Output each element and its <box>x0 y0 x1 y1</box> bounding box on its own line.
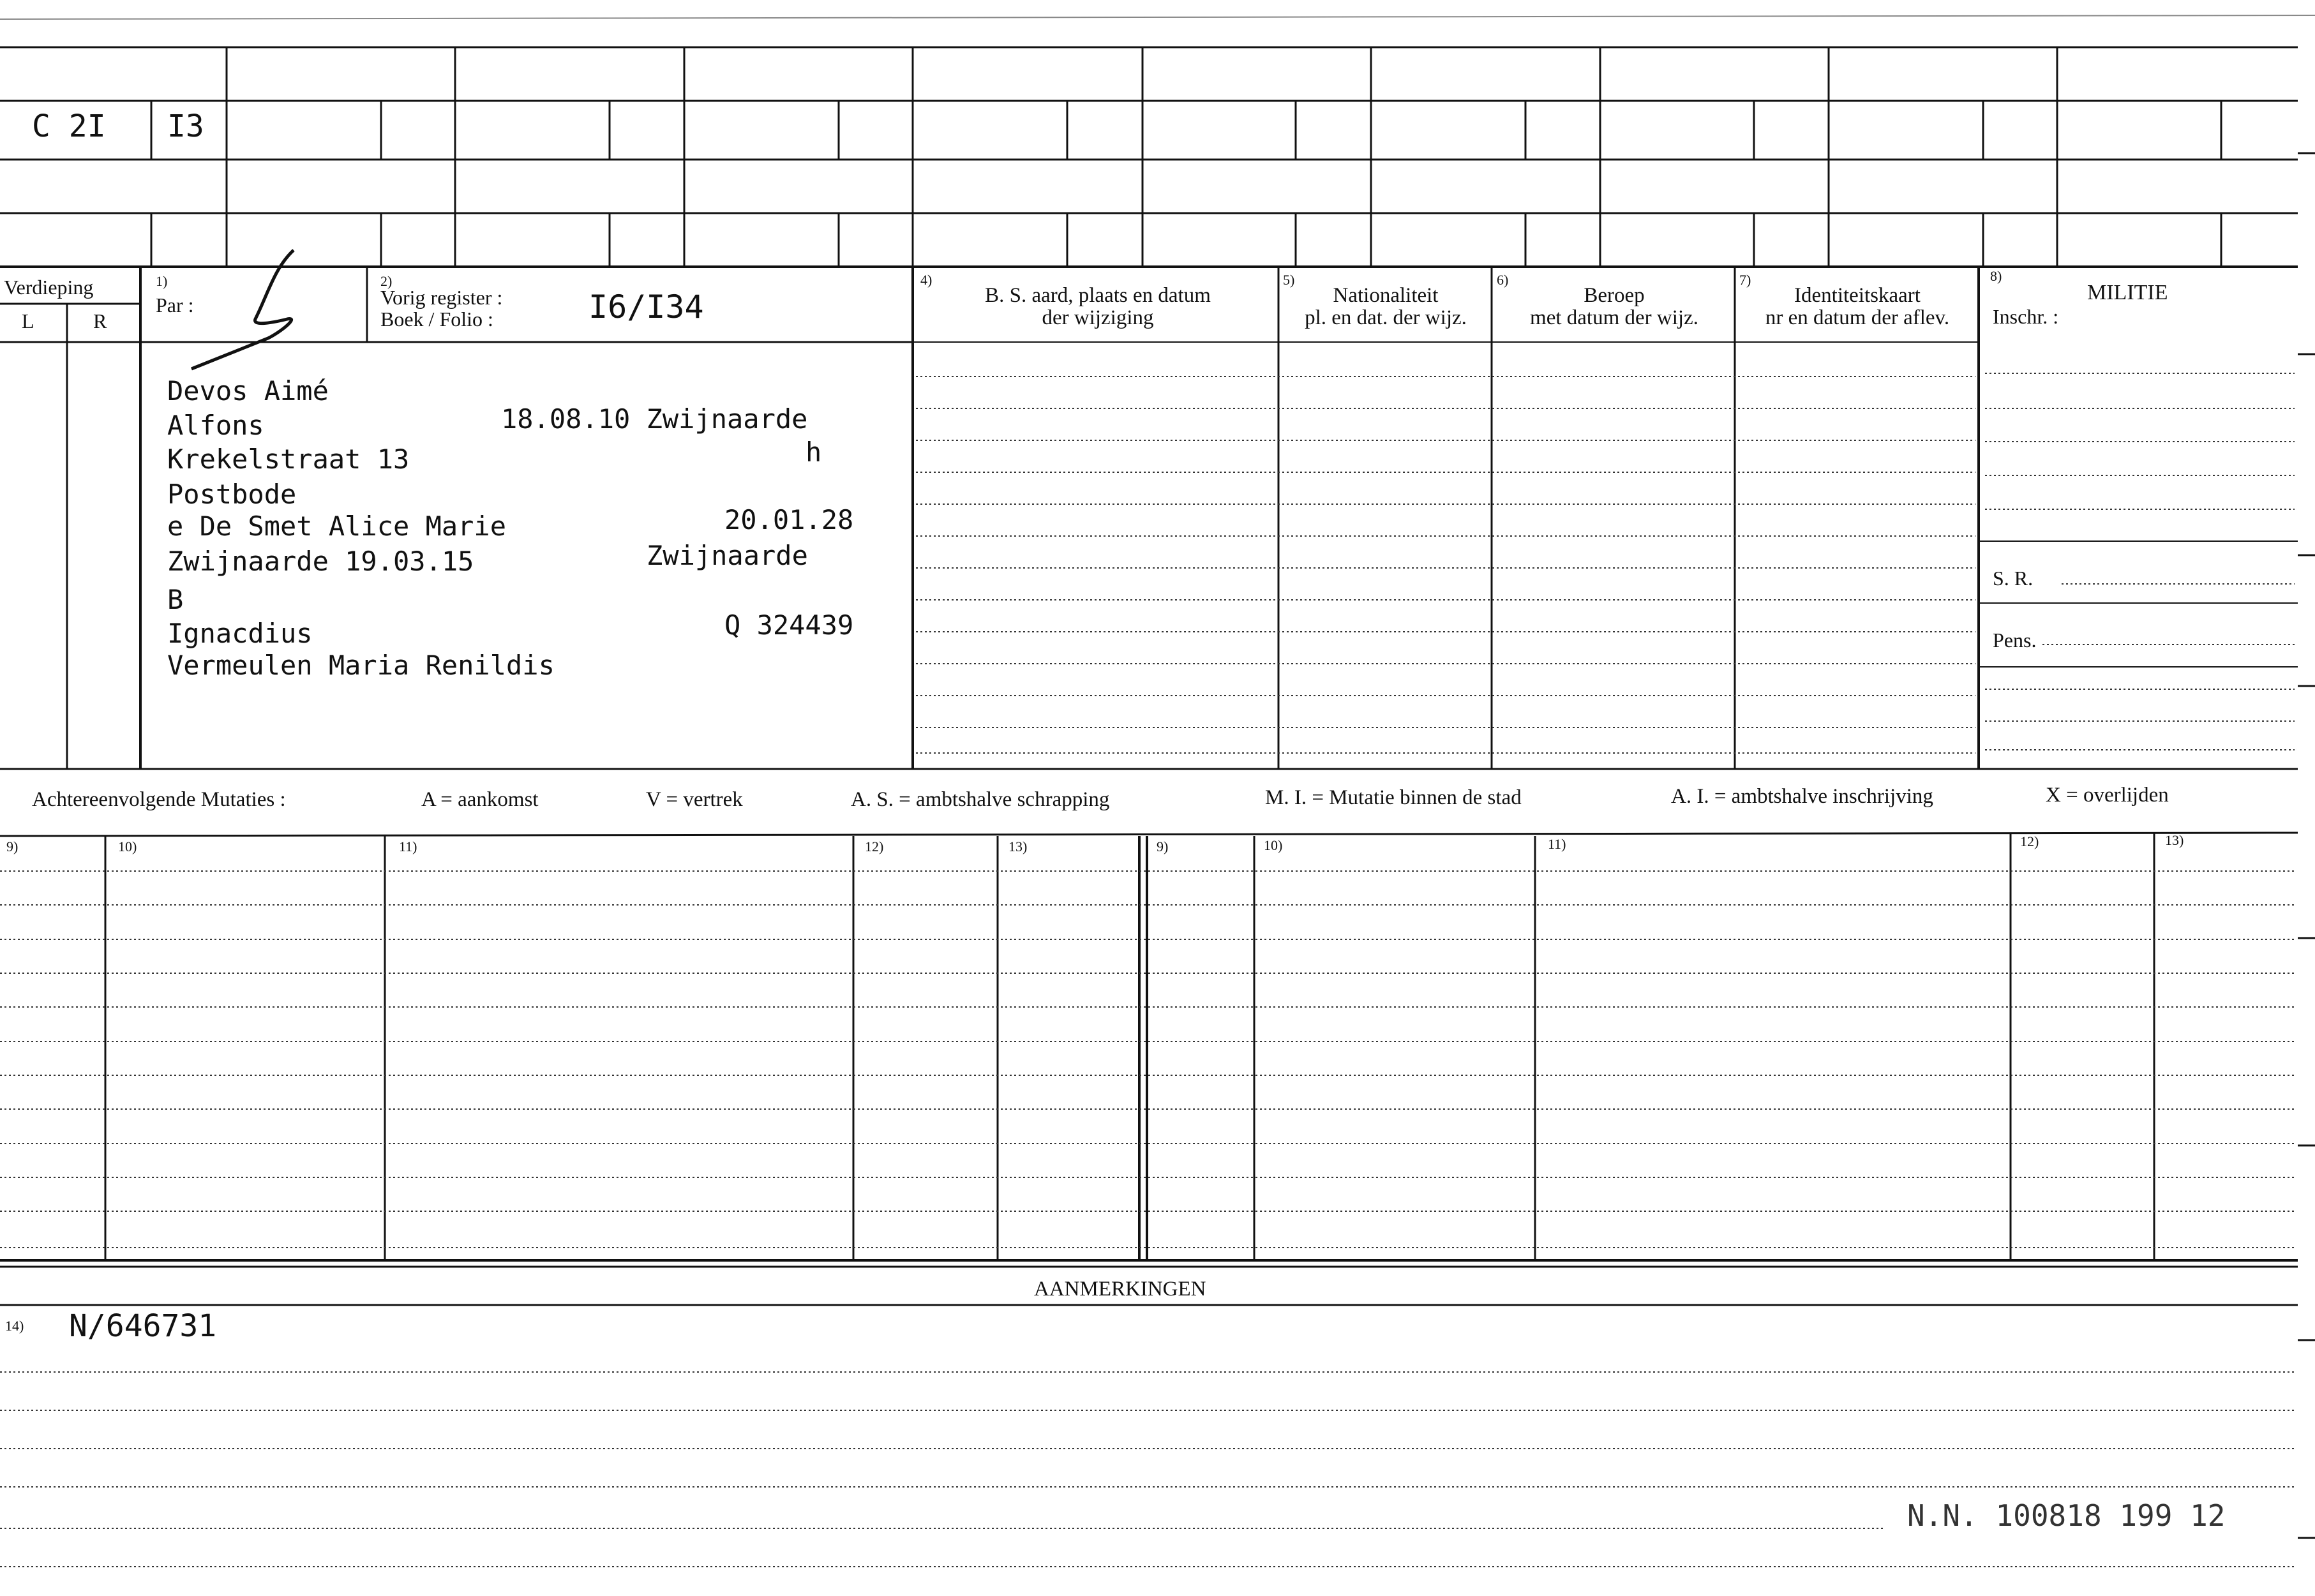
col5-number: 5) <box>1283 272 1295 288</box>
mutaties-col-13a: 13) <box>1008 839 1028 854</box>
person-spouse-place: Zwijnaarde 19.03.15 <box>167 546 474 577</box>
col8-number: 8) <box>1990 268 2002 284</box>
person-birth: 18.08.10 Zwijnaarde <box>501 403 808 435</box>
mutaties-col-10a: 10) <box>118 839 137 854</box>
mutaties-title: Achtereenvolgende Mutaties : <box>32 788 286 811</box>
person-code: h <box>805 436 822 468</box>
mutaties-col-12b: 12) <box>2020 833 2039 849</box>
vorig-register-label: Vorig register : <box>380 286 503 309</box>
mutaties-col-9b: 9) <box>1157 839 1169 854</box>
person-spouse-place2: Zwijnaarde <box>647 540 808 571</box>
mutaties-col-12a: 12) <box>865 839 884 854</box>
col6-number: 6) <box>1497 272 1509 288</box>
vorig-register-value: I6/I34 <box>588 288 704 325</box>
person-spouse: e De Smet Alice Marie <box>167 511 507 542</box>
sr-label: S. R. <box>1993 567 2034 590</box>
col4-number: 4) <box>920 272 933 288</box>
person-id: Q 324439 <box>724 609 854 641</box>
person-mother: Vermeulen Maria Renildis <box>167 650 555 681</box>
aanmerkingen-number: 14) <box>5 1318 24 1334</box>
par-number: 1) <box>156 273 168 289</box>
mutatie-ai: A. I. = ambtshalve inschrijving <box>1671 785 1933 808</box>
column-l-label: L <box>22 310 34 332</box>
mutatie-x: X = overlijden <box>2046 784 2169 807</box>
mutaties-col-9a: 9) <box>6 839 19 854</box>
mutatie-v: V = vertrek <box>646 788 743 811</box>
mutatie-a: A = aankomst <box>421 788 539 811</box>
register-code: C 2I <box>32 108 106 144</box>
col5-header-line1: Nationaliteit <box>1333 284 1439 307</box>
mutaties-col-11a: 11) <box>399 839 417 854</box>
col4-header-line2: der wijziging <box>1042 306 1154 329</box>
aanmerkingen-value: N/646731 <box>69 1308 217 1344</box>
national-number: N.N. 100818 199 12 <box>1907 1498 2226 1533</box>
col7-header-line2: nr en datum der aflev. <box>1765 306 1950 329</box>
col7-header-line1: Identiteitskaart <box>1794 284 1921 307</box>
person-firstname: Alfons <box>167 410 264 441</box>
vorig-number: 2) <box>380 273 393 289</box>
pens-label: Pens. <box>1993 629 2037 652</box>
person-spouse-date: 20.01.28 <box>724 504 854 535</box>
person-line7: B <box>167 584 184 615</box>
col6-header-line2: met datum der wijz. <box>1530 306 1698 329</box>
col6-header-line1: Beroep <box>1584 284 1645 307</box>
boek-folio-label: Boek / Folio : <box>380 308 493 331</box>
militie-heading: MILITIE <box>2087 281 2168 304</box>
inschr-label: Inschr. : <box>1993 305 2059 328</box>
person-surname: Devos Aimé <box>167 375 329 406</box>
person-parent: Ignacdius <box>167 618 313 649</box>
col7-number: 7) <box>1739 272 1751 288</box>
person-job: Postbode <box>167 479 297 510</box>
verdieping-label: Verdieping <box>4 276 94 299</box>
par-label: Par : <box>156 294 194 317</box>
mutaties-col-10b: 10) <box>1264 837 1283 853</box>
col4-header-line1: B. S. aard, plaats en datum <box>985 284 1211 307</box>
mutatie-mi: M. I. = Mutatie binnen de stad <box>1265 786 1522 809</box>
col5-header-line2: pl. en dat. der wijz. <box>1305 306 1467 329</box>
aanmerkingen-title: AANMERKINGEN <box>1034 1278 1206 1301</box>
mutatie-as: A. S. = ambtshalve schrapping <box>851 788 1110 811</box>
mutaties-col-13b: 13) <box>2165 832 2184 848</box>
person-street: Krekelstraat 13 <box>167 444 410 475</box>
column-r-label: R <box>93 310 107 332</box>
mutaties-col-11b: 11) <box>1548 836 1566 852</box>
register-number: I3 <box>167 108 204 144</box>
